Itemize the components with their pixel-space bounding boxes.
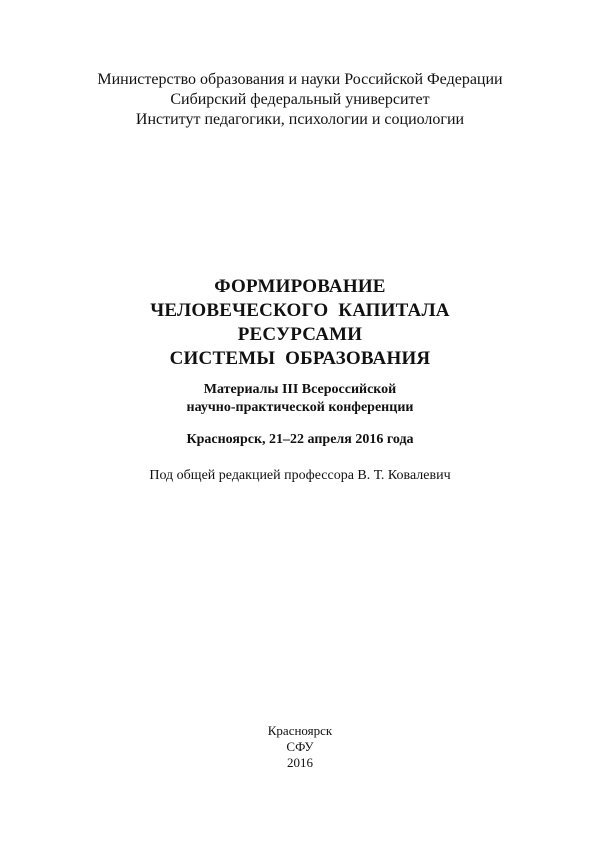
university-line: Сибирский федеральный университет [170,91,430,108]
book-title [0,275,600,371]
organization-header [0,70,600,130]
title-line-4: СИСТЕМЫ ОБРАЗОВАНИЯ [169,348,431,369]
imprint-city: Красноярск [267,723,333,738]
conference-place-date: Красноярск, 21–22 апреля 2016 года [186,432,414,447]
imprint-publisher: СФУ [286,739,314,754]
subtitle-line-1: Материалы III Всероссийской [203,382,397,397]
imprint-year: 2016 [287,755,313,770]
imprint [0,723,600,771]
ministry-line: Министерство образования и науки Российской Федерации [97,71,503,88]
title-line-3: РЕСУРСАМИ [237,324,363,345]
editor-line: Под общей редакцией профессора В. Т. Ковалевич [149,468,451,483]
institute-line: Институт педагогики, психологии и социологии [135,111,465,128]
title-line-1: ФОРМИРОВАНИЕ [214,276,386,297]
subtitle-line-2: научно-практической конференции [186,400,414,415]
title-line-2: ЧЕЛОВЕЧЕСКОГО КАПИТАЛА [150,300,450,321]
conference-subtitle [0,381,600,417]
